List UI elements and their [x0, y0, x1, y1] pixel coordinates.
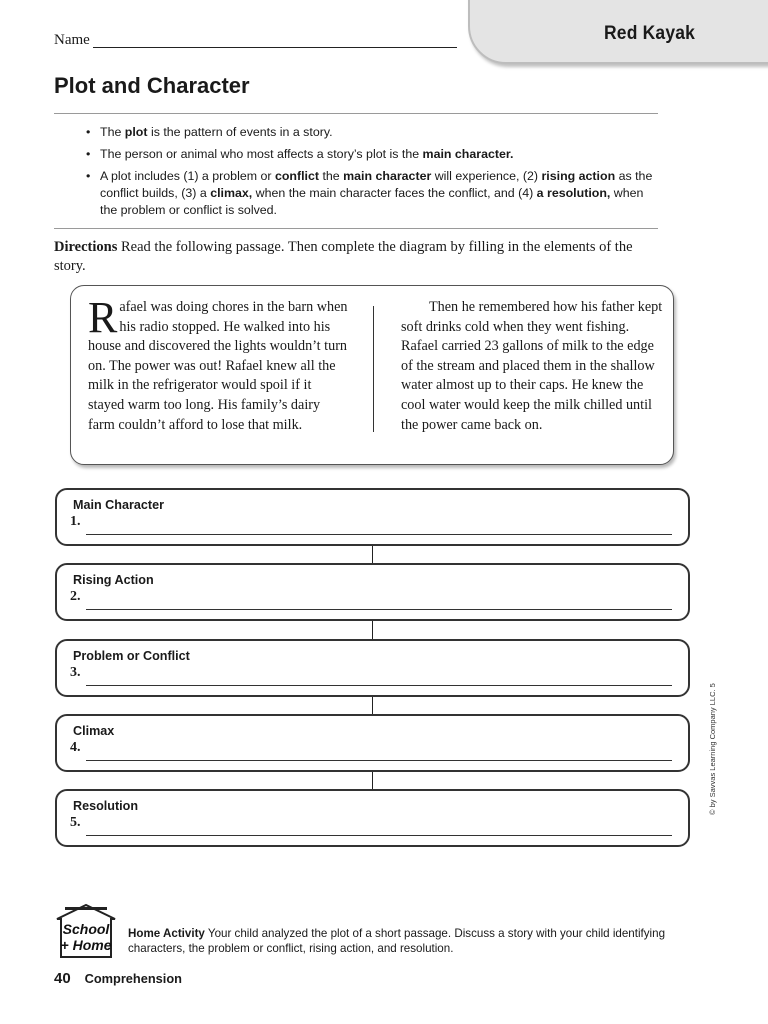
logo-text-home: + Home	[60, 937, 112, 953]
drop-cap: R	[88, 293, 118, 342]
answer-line[interactable]	[86, 609, 672, 610]
section-name: Comprehension	[84, 971, 182, 986]
footer	[54, 970, 182, 987]
answer-line[interactable]	[86, 685, 672, 686]
book-title: Red Kayak	[604, 23, 696, 44]
diagram-number: 4.	[70, 740, 81, 755]
diagram-label: Main Character	[73, 498, 164, 512]
diagram-label: Problem or Conflict	[73, 649, 190, 663]
passage-box	[70, 285, 674, 465]
top-rule	[54, 113, 658, 114]
diagram-box-rising-action	[55, 563, 690, 621]
page-title: Plot and Character	[54, 73, 250, 98]
name-label: Name	[54, 32, 90, 48]
home-activity: Home Activity Your child analyzed the plot of a short passage. Discuss a story with your child identifying characters, the problem or conflict, rising action, and resolution.	[128, 927, 666, 955]
diagram-box-climax	[55, 714, 690, 772]
bullet-plot-parts: • A plot includes (1) a problem or conflict the main character will experience, (2) rising action as the conflict builds, (3) a climax, when the main character faces the conflict, and (4) a resolution, when the problem or conflict is solved.	[100, 168, 660, 219]
diagram-box-problem-or-conflict	[55, 639, 690, 697]
diagram-label: Rising Action	[73, 573, 154, 587]
diagram-number: 5.	[70, 815, 81, 830]
diagram-label: Resolution	[73, 799, 139, 813]
answer-line[interactable]	[86, 760, 672, 761]
copyright-notice: © by Savvas Learning Company LLC. 5	[708, 683, 717, 815]
passage-right-column: Then he remembered how his father kept soft drinks cold when they went fishing. Rafael carried 23 gallons of milk to the edge of the stream and placed them in the shallow water almost up to their caps. He knew the cool water would keep the milk chilled until the power came back on.	[401, 299, 663, 433]
bullet-main-character: • The person or animal who most affects a story’s plot is the main character.	[100, 146, 660, 163]
page-number: 40	[54, 970, 71, 987]
bullet-plot: • The plot is the pattern of events in a story.	[100, 124, 660, 141]
name-line[interactable]	[93, 47, 457, 48]
diagram-label: Climax	[73, 724, 115, 738]
diagram-box-main-character	[55, 488, 690, 546]
school-home-logo	[53, 903, 119, 961]
definition-list	[100, 124, 660, 224]
logo-text-school: School	[62, 921, 110, 937]
diagram-number: 1.	[70, 514, 81, 529]
answer-line[interactable]	[86, 835, 672, 836]
directions: Directions Read the following passage. Then complete the diagram by filling in the elements of the story.	[54, 239, 633, 274]
bottom-rule	[54, 228, 658, 229]
diagram-box-resolution	[55, 789, 690, 847]
diagram-number: 2.	[70, 589, 81, 604]
column-divider	[373, 306, 374, 432]
answer-line[interactable]	[86, 534, 672, 535]
diagram-number: 3.	[70, 665, 81, 680]
passage-left-column: Rafael was doing chores in the barn when his radio stopped. He walked into his house and discovered the lights wouldn’t turn on. The power was out! Rafael knew all the milk in the refrigerator would spoil if it stayed warm too long. His family’s dairy farm couldn’t afford to lose that milk.	[88, 293, 348, 433]
